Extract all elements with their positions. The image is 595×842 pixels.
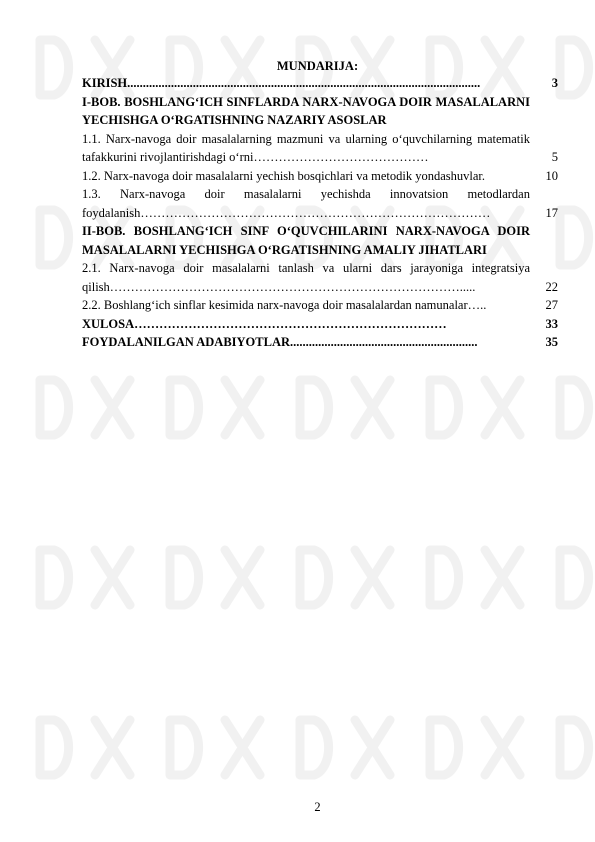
- toc-entry-section-1-2[interactable]: [82, 167, 558, 186]
- toc-entry-text: 1.2. Narx-navoga doir masalalarni yechish bosqichlari va metodik yondashuvlar.: [82, 168, 486, 183]
- toc-entry-text: FOYDALANILGAN ADABIYOTLAR............................................................: [82, 335, 478, 349]
- toc-entry-chapter-2[interactable]: [82, 222, 558, 259]
- toc-entry-page: 5: [551, 150, 558, 164]
- toc-entry-page: 27: [545, 298, 558, 312]
- toc-entry-section-1-1[interactable]: [82, 130, 558, 167]
- toc-entry-text: KIRISH.................................................................................................................: [82, 76, 481, 90]
- toc-entry-introduction[interactable]: [82, 74, 558, 93]
- toc-entry-text: 2.1. Narx-navoga doir masalalarni tanlash va ularni dars jarayoniga integratsiya qilish………………………………………………………………………….....: [82, 261, 530, 294]
- toc-entry-text: I-BOB. BOSHLANG‘ICH SINFLARDA NARX-NAVOGA DOIR MASALALARNI YECHISHGA O‘RGATISHNING NAZARIY ASOSLAR: [82, 94, 530, 127]
- page-number: 2: [314, 800, 321, 814]
- toc-entry-page: 33: [545, 316, 558, 331]
- toc-entry-text: II-BOB. BOSHLANG‘ICH SINF O‘QUVCHILARINI NARX-NAVOGA DOIR MASALALARNI YECHISHGA O‘RGATISHNING AMALIY JIHATLARI: [82, 224, 530, 257]
- toc-entry-section-2-1[interactable]: [82, 259, 558, 296]
- table-of-contents: [82, 74, 558, 352]
- toc-entry-section-2-2[interactable]: [82, 296, 558, 315]
- toc-entry-chapter-1[interactable]: [82, 93, 558, 130]
- toc-entry-text: 2.2. Boshlang‘ich sinflar kesimida narx-navoga doir masalalardan namunalar…..: [82, 298, 487, 312]
- toc-entry-section-1-3[interactable]: [82, 185, 558, 222]
- toc-entry-conclusion[interactable]: [82, 315, 558, 334]
- toc-entry-page: 22: [545, 279, 558, 294]
- toc-entry-page: 10: [545, 168, 558, 183]
- toc-entry-references[interactable]: [82, 333, 558, 352]
- toc-entry-text: 1.1. Narx-navoga doir masalalarning mazmuni va ularning o‘quvchilarning matematik tafakkurini rivojlantirishdagi o‘rni……………………………………: [82, 131, 530, 164]
- toc-entry-page: 35: [545, 335, 558, 349]
- toc-title: MUNDARIJA:: [276, 59, 359, 73]
- toc-entry-text: XULOSA…………………………………………………………………: [82, 316, 447, 331]
- toc-entry-text: 1.3. Narx-navoga doir masalalarni yechishda innovatsion metodlardan foydalanish…………………………………………………………………………: [82, 187, 530, 220]
- toc-entry-page: 3: [551, 76, 558, 90]
- toc-entry-page: 17: [545, 205, 558, 220]
